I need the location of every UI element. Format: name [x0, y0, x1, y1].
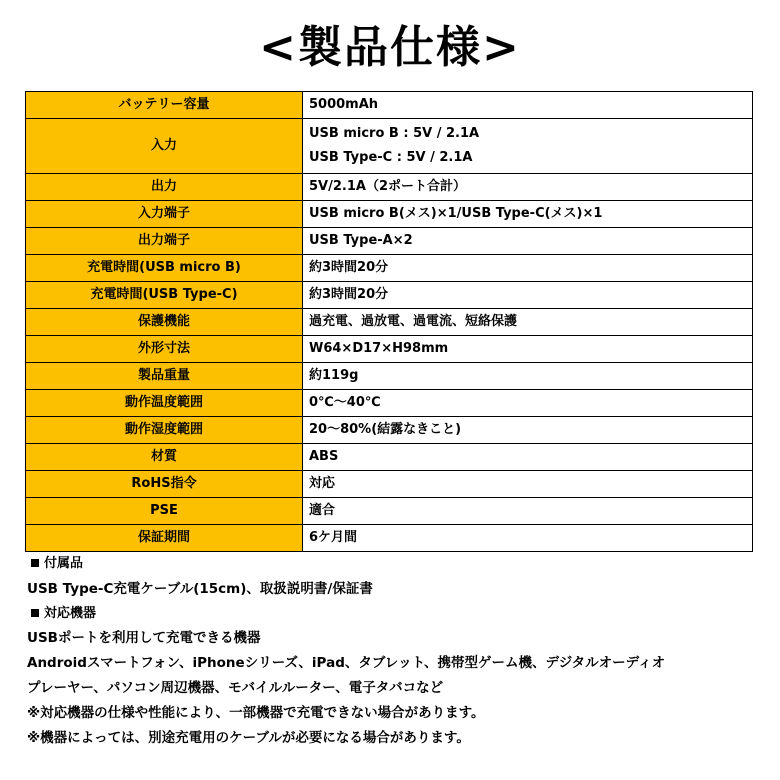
spec-value-cell: [303, 255, 753, 282]
spec-value: 約119g: [309, 368, 359, 383]
spec-value: USB micro B : 5V / 2.1A: [309, 126, 480, 141]
page-title: <製品仕様>: [259, 22, 521, 73]
spec-value: ABS: [309, 449, 339, 464]
table-row: [26, 498, 753, 525]
accessories-text: USB Type-C充電ケーブル(15cm)、取扱説明書/保証書: [27, 580, 373, 597]
spec-label: 外形寸法: [26, 336, 303, 363]
spec-value-cell: [303, 390, 753, 417]
table-row: [26, 336, 753, 363]
spec-label: 入力: [26, 119, 303, 174]
spec-label: 出力: [26, 174, 303, 201]
spec-label: バッテリー容量: [26, 92, 303, 119]
devices-heading-text: 対応機器: [44, 605, 97, 621]
spec-value-cell: [303, 498, 753, 525]
square-bullet-icon: [31, 559, 39, 567]
spec-table-body: [26, 92, 753, 552]
spec-value: 0℃～40℃: [309, 395, 381, 410]
spec-value-cell: [303, 471, 753, 498]
devices-line-3: プレーヤー、パソコン周辺機器、モバイルルーター、電子タバコなど: [27, 679, 444, 696]
table-row: [26, 444, 753, 471]
spec-label: RoHS指令: [26, 471, 303, 498]
table-row: [26, 228, 753, 255]
caution-note-2: ※機器によっては、別途充電用のケーブルが必要になる場合があります。: [27, 729, 470, 746]
table-row: [26, 363, 753, 390]
spec-value-cell: [303, 92, 753, 119]
table-row: [26, 201, 753, 228]
accessories-heading-text: 付属品: [44, 556, 84, 571]
table-row: [26, 92, 753, 119]
square-bullet-icon: [31, 609, 39, 617]
spec-value-cell: [303, 201, 753, 228]
spec-value: USB Type-A×2: [309, 233, 413, 248]
spec-value-cell: [303, 417, 753, 444]
spec-value-cell: [303, 282, 753, 309]
spec-label: 入力端子: [26, 201, 303, 228]
spec-value-cell: [303, 119, 753, 174]
accessories-heading: [27, 552, 767, 577]
spec-value: W64×D17×H98mm: [309, 341, 449, 356]
spec-value-cell: [303, 363, 753, 390]
spec-value-cell: [303, 174, 753, 201]
spec-value: 約3時間20分: [309, 260, 389, 275]
table-row: [26, 174, 753, 201]
caution-note-1: ※対応機器の仕様や性能により、一部機器で充電できない場合があります。: [27, 704, 485, 721]
spec-value: 20～80%(結露なきこと): [309, 422, 462, 437]
spec-label: 保護機能: [26, 309, 303, 336]
spec-label: 材質: [26, 444, 303, 471]
notes-section: [27, 552, 767, 750]
spec-label: 保証期間: [26, 525, 303, 552]
spec-value: USB micro B(メス)×1/USB Type-C(メス)×1: [309, 206, 603, 221]
spec-value: 対応: [309, 476, 336, 491]
spec-value-cell: [303, 309, 753, 336]
table-row: [26, 390, 753, 417]
spec-label: 動作温度範囲: [26, 390, 303, 417]
spec-label: PSE: [26, 498, 303, 525]
table-row: [26, 471, 753, 498]
table-row: [26, 309, 753, 336]
spec-value: 6ケ月間: [309, 530, 358, 545]
spec-value-cell: [303, 336, 753, 363]
spec-value: USB Type-C : 5V / 2.1A: [309, 150, 473, 165]
spec-value: 約3時間20分: [309, 287, 389, 302]
spec-value: 過充電、過放電、過電流、短絡保護: [309, 314, 518, 329]
devices-line-1: USBポートを利用して充電できる機器: [27, 630, 261, 647]
spec-value-cell: [303, 525, 753, 552]
spec-value: 適合: [309, 503, 336, 518]
spec-value-cell: [303, 444, 753, 471]
spec-value: 5V/2.1A（2ポート合計）: [309, 179, 466, 194]
devices-line-2: Androidスマートフォン、iPhoneシリーズ、iPad、タブレット、携帯型ゲーム機、デジタルオーディオ: [27, 655, 666, 672]
spec-label: 充電時間(USB Type-C): [26, 282, 303, 309]
spec-table: [25, 91, 753, 552]
spec-label: 動作湿度範囲: [26, 417, 303, 444]
table-row: [26, 525, 753, 552]
table-row: [26, 282, 753, 309]
devices-heading: [27, 602, 767, 627]
spec-label: 充電時間(USB micro B): [26, 255, 303, 282]
table-row: [26, 119, 753, 174]
spec-value: 5000mAh: [309, 97, 379, 112]
spec-label: 出力端子: [26, 228, 303, 255]
table-row: [26, 255, 753, 282]
table-row: [26, 417, 753, 444]
spec-value-cell: [303, 228, 753, 255]
spec-label: 製品重量: [26, 363, 303, 390]
